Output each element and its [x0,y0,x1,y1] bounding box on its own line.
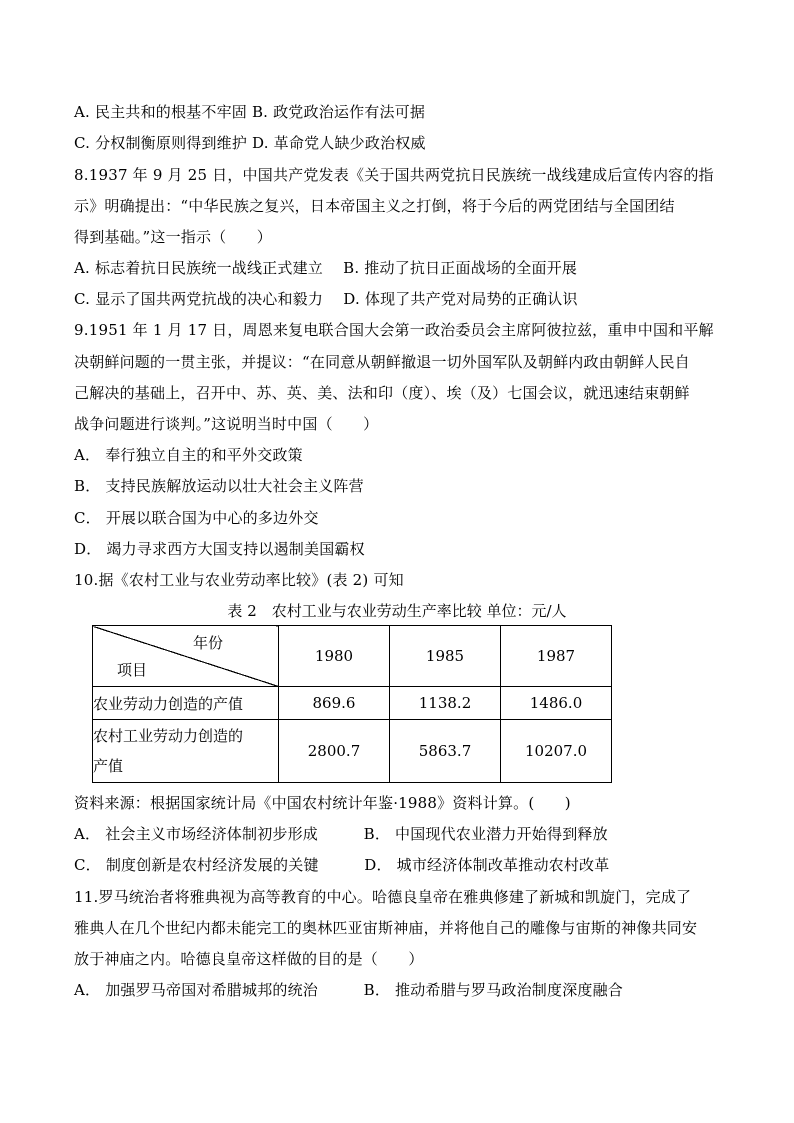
table-cell: 1138.2 [390,687,501,720]
table-header-diagonal-cell [93,626,279,687]
question-9-option-b: B． 支持民族解放运动以壮大社会主义阵营 [74,477,364,495]
line-2: C. 分权制衡原则得到维护 D. 革命党人缺少政治权威 [74,134,426,152]
question-9-option-c: C． 开展以联合国为中心的多边外交 [74,509,319,527]
row-label: 农业劳动力创造的产值 [93,687,279,720]
question-9-line-2: 决朝鲜问题的一贯主张，并提议：“在同意从朝鲜撤退一切外国军队及朝鲜内政由朝鲜人民自 [74,353,690,371]
question-9-option-d: D． 竭力寻求西方大国支持以遏制美国霸权 [74,540,365,558]
question-8-line-1: 8.1937 年 9 月 25 日，中国共产党发表《关于国共两党抗日民族统一战线建成后宣传内容的指 [74,166,714,184]
question-9-option-a: A． 奉行独立自主的和平外交政策 [74,446,303,464]
table-cell: 10207.0 [501,720,612,783]
table-source: 资料来源：根据国家统计局《中国农村统计年鉴·1988》资料计算。( ) [74,794,571,812]
header-year-1980: 1980 [279,626,390,687]
header-year-label: 年份 [192,634,223,652]
row-label-line-1: 农村工业劳动力创造的 [93,727,244,745]
question-10-options-cd: C． 制度创新是农村经济发展的关键 D． 城市经济体制改革推动农村改革 [74,856,610,874]
line-1: A. 民主共和的根基不牢固 B. 政党政治运作有法可据 [74,103,426,121]
question-11-line-3: 放于神庙之内。哈德良皇帝这样做的目的是（ ） [74,950,424,968]
question-9-line-4: 战争问题进行谈判。”这说明当时中国（ ） [74,415,379,433]
question-10-options-ab: A． 社会主义市场经济体制初步形成 B． 中国现代农业潜力开始得到释放 [74,825,608,843]
table-caption: 表 2 农村工业与农业劳动生产率比较 单位：元/人 [227,602,567,620]
question-11-options-ab: A． 加强罗马帝国对希腊城邦的统治 B． 推动希腊与罗马政治制度深度融合 [74,981,623,999]
question-8-line-2: 示》明确提出：“中华民族之复兴，日本帝国主义之打倒，将于今后的两党团结与全国团结 [74,197,675,215]
header-item-label: 项目 [117,661,148,679]
question-9-line-3: 己解决的基础上，召开中、苏、英、美、法和印（度）、埃（及）七国会议，就迅速结束朝鲜 [74,384,690,402]
table-cell: 869.6 [279,687,390,720]
data-table [92,625,612,783]
question-10-stem: 10.据《农村工业与农业劳动率比较》(表 2) 可知 [74,571,404,589]
header-year-1987: 1987 [501,626,612,687]
question-11-line-2: 雅典人在几个世纪内都未能完工的奥林匹亚宙斯神庙，并将他自己的雕像与宙斯的神像共同安 [74,919,698,937]
question-9-line-1: 9.1951 年 1 月 17 日，周恩来复电联合国大会第一政治委员会主席阿彼拉兹，重申中国和平解 [74,321,714,339]
header-year-1985: 1985 [390,626,501,687]
table-cell: 1486.0 [501,687,612,720]
question-8-options-cd: C. 显示了国共两党抗战的决心和毅力 D. 体现了共产党对局势的正确认识 [74,290,578,308]
table-row [93,720,612,783]
table-cell: 2800.7 [279,720,390,783]
question-8-line-3: 得到基础。”这一指示（ ） [74,228,272,246]
row-label [93,720,279,783]
question-11-line-1: 11.罗马统治者将雅典视为高等教育的中心。哈德良皇帝在雅典修建了新城和凯旋门，完成了 [74,888,692,906]
row-label-line-2: 产值 [93,757,124,775]
question-8-options-ab: A. 标志着抗日民族统一战线正式建立 B. 推动了抗日正面战场的全面开展 [74,259,578,277]
table-cell: 5863.7 [390,720,501,783]
table-row [93,687,612,720]
